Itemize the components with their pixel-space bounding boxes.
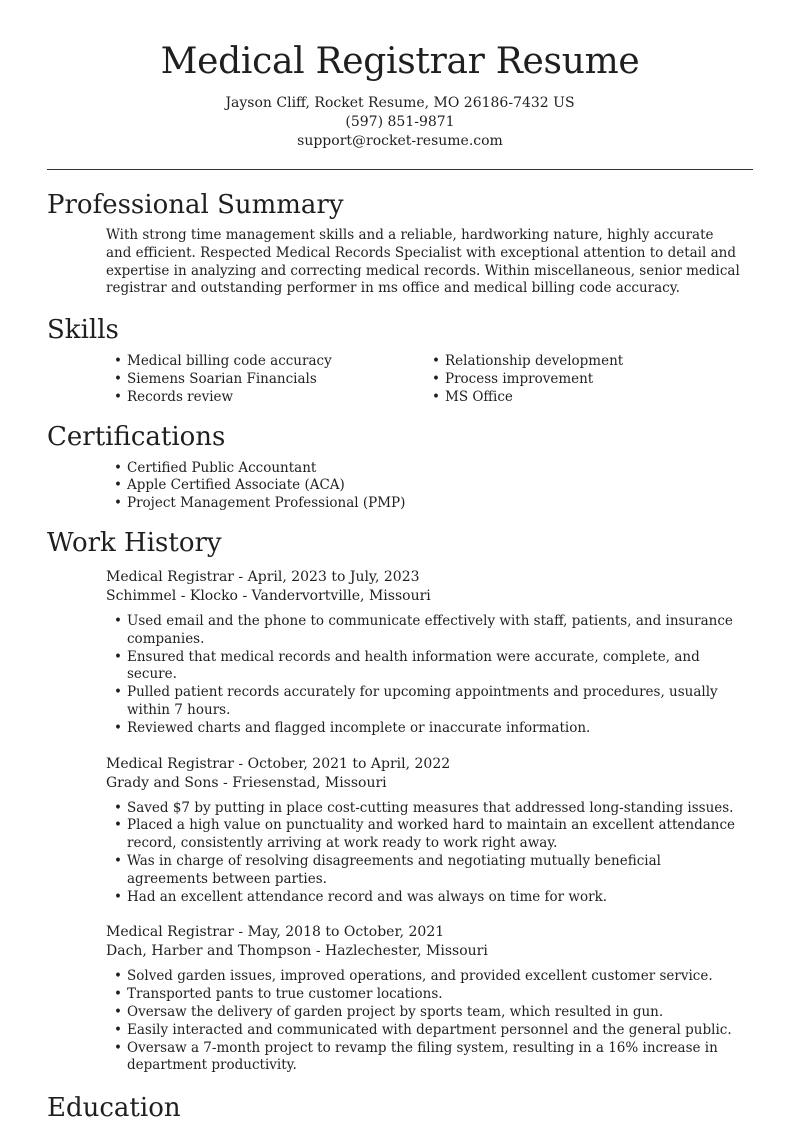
job-bullet: • Transported pants to true customer locations. — [106, 986, 742, 1004]
section-summary — [0, 189, 800, 298]
job-title: Medical Registrar — [106, 568, 234, 585]
job-company-line: Grady and Sons - Friesenstad, Missouri — [106, 774, 387, 791]
summary-text: With strong time management skills and a reliable, hardworking nature, highly accurate and efficient. Respected Medical Records Specialist with exceptional attention to detail and expertise in analyzing and correcting medical records. Within miscellaneous, senior medical registrar and outstanding performer in ms office and medical billing code accuracy. — [106, 227, 740, 297]
job-dates: April, 2023 to July, 2023 — [247, 568, 420, 585]
job-bullet: • Oversaw a 7-month project to revamp the filing system, resulting in a 16% increase in department productivity. — [106, 1040, 742, 1076]
job-location: Vandervortville, Missouri — [251, 587, 431, 604]
certification-item: • Project Management Professional (PMP) — [106, 495, 742, 513]
section-education — [0, 1092, 800, 1124]
job-company: Grady and Sons — [106, 774, 219, 791]
job-bullet: • Was in charge of resolving disagreements and negotiating mutually beneficial agreements between parties. — [106, 853, 742, 889]
job-title: Medical Registrar — [106, 924, 234, 941]
job-bullets — [106, 800, 742, 907]
job-bullet: • Oversaw the delivery of garden project by sports team, which resulted in gun. — [106, 1004, 742, 1022]
job-bullet: • Solved garden issues, improved operations, and provided excellent customer service. — [106, 968, 742, 986]
skill-item: • Process improvement — [424, 371, 742, 389]
section-heading-skills: Skills — [47, 315, 119, 346]
certification-item: • Apple Certified Associate (ACA) — [106, 477, 742, 495]
contact-email: support@rocket-resume.com — [297, 133, 503, 149]
section-heading-work: Work History — [47, 527, 222, 558]
job-company-line: Dach, Harber and Thompson - Hazlechester, Missouri — [106, 943, 488, 960]
job-title: Medical Registrar — [106, 755, 234, 772]
job-dates: October, 2021 to April, 2022 — [247, 755, 451, 772]
section-heading-summary: Professional Summary — [47, 190, 344, 220]
job-location: Hazlechester, Missouri — [325, 943, 488, 960]
job-entry — [0, 755, 800, 907]
skills-columns — [0, 353, 800, 406]
skills-list-left — [106, 353, 424, 406]
job-company: Dach, Harber and Thompson — [106, 943, 312, 960]
skill-item: • Records review — [106, 389, 424, 407]
job-bullet: • Pulled patient records accurately for upcoming appointments and procedures, usually within 7 hours. — [106, 684, 742, 720]
job-bullet: • Ensured that medical records and health information were accurate, complete, and secure. — [106, 649, 742, 685]
job-bullet: • Reviewed charts and flagged incomplete or inaccurate information. — [106, 720, 742, 738]
job-bullet: • Easily interacted and communicated with department personnel and the general public. — [106, 1022, 742, 1040]
job-title-line: Medical Registrar - October, 2021 to April, 2022 — [106, 755, 451, 772]
section-heading-certifications: Certifications — [47, 421, 226, 452]
section-work-history — [0, 527, 800, 1075]
job-bullet: • Used email and the phone to communicate effectively with staff, patients, and insurance companies. — [106, 613, 742, 649]
contact-phone: (597) 851-9871 — [345, 114, 455, 130]
job-title-line: Medical Registrar - May, 2018 to October, 2021 — [106, 924, 445, 941]
contact-address: Jayson Cliff, Rocket Resume, MO 26186-7432 US — [225, 95, 575, 111]
section-skills — [0, 314, 800, 406]
job-bullets — [106, 613, 742, 738]
job-bullet: • Saved $7 by putting in place cost-cutting measures that addressed long-standing issues. — [106, 800, 742, 818]
resume-header — [0, 0, 800, 151]
page-title: Medical Registrar Resume — [160, 41, 640, 82]
skill-item: • MS Office — [424, 389, 742, 407]
job-bullet: • Placed a high value on punctuality and worked hard to maintain an excellent attendance record, consistently arriving at work ready to work right away. — [106, 817, 742, 853]
job-entry — [0, 923, 800, 1075]
certifications-list — [0, 460, 800, 513]
section-certifications — [0, 421, 800, 513]
job-title-line: Medical Registrar - April, 2023 to July, 2023 — [106, 568, 420, 585]
header-divider — [47, 169, 753, 170]
certification-item: • Certified Public Accountant — [106, 460, 742, 478]
skills-list-right — [424, 353, 742, 406]
job-bullets — [106, 968, 742, 1075]
skill-item: • Medical billing code accuracy — [106, 353, 424, 371]
contact-info — [0, 94, 800, 151]
job-company-line: Schimmel - Klocko - Vandervortville, Missouri — [106, 587, 431, 604]
skill-item: • Siemens Soarian Financials — [106, 371, 424, 389]
job-location: Friesenstad, Missouri — [232, 774, 387, 791]
job-dates: May, 2018 to October, 2021 — [247, 924, 445, 941]
job-entry — [0, 568, 800, 738]
job-bullet: • Had an excellent attendance record and was always on time for work. — [106, 889, 742, 907]
skill-item: • Relationship development — [424, 353, 742, 371]
job-company: Schimmel - Klocko — [106, 587, 238, 604]
section-heading-education: Education — [47, 1093, 181, 1124]
